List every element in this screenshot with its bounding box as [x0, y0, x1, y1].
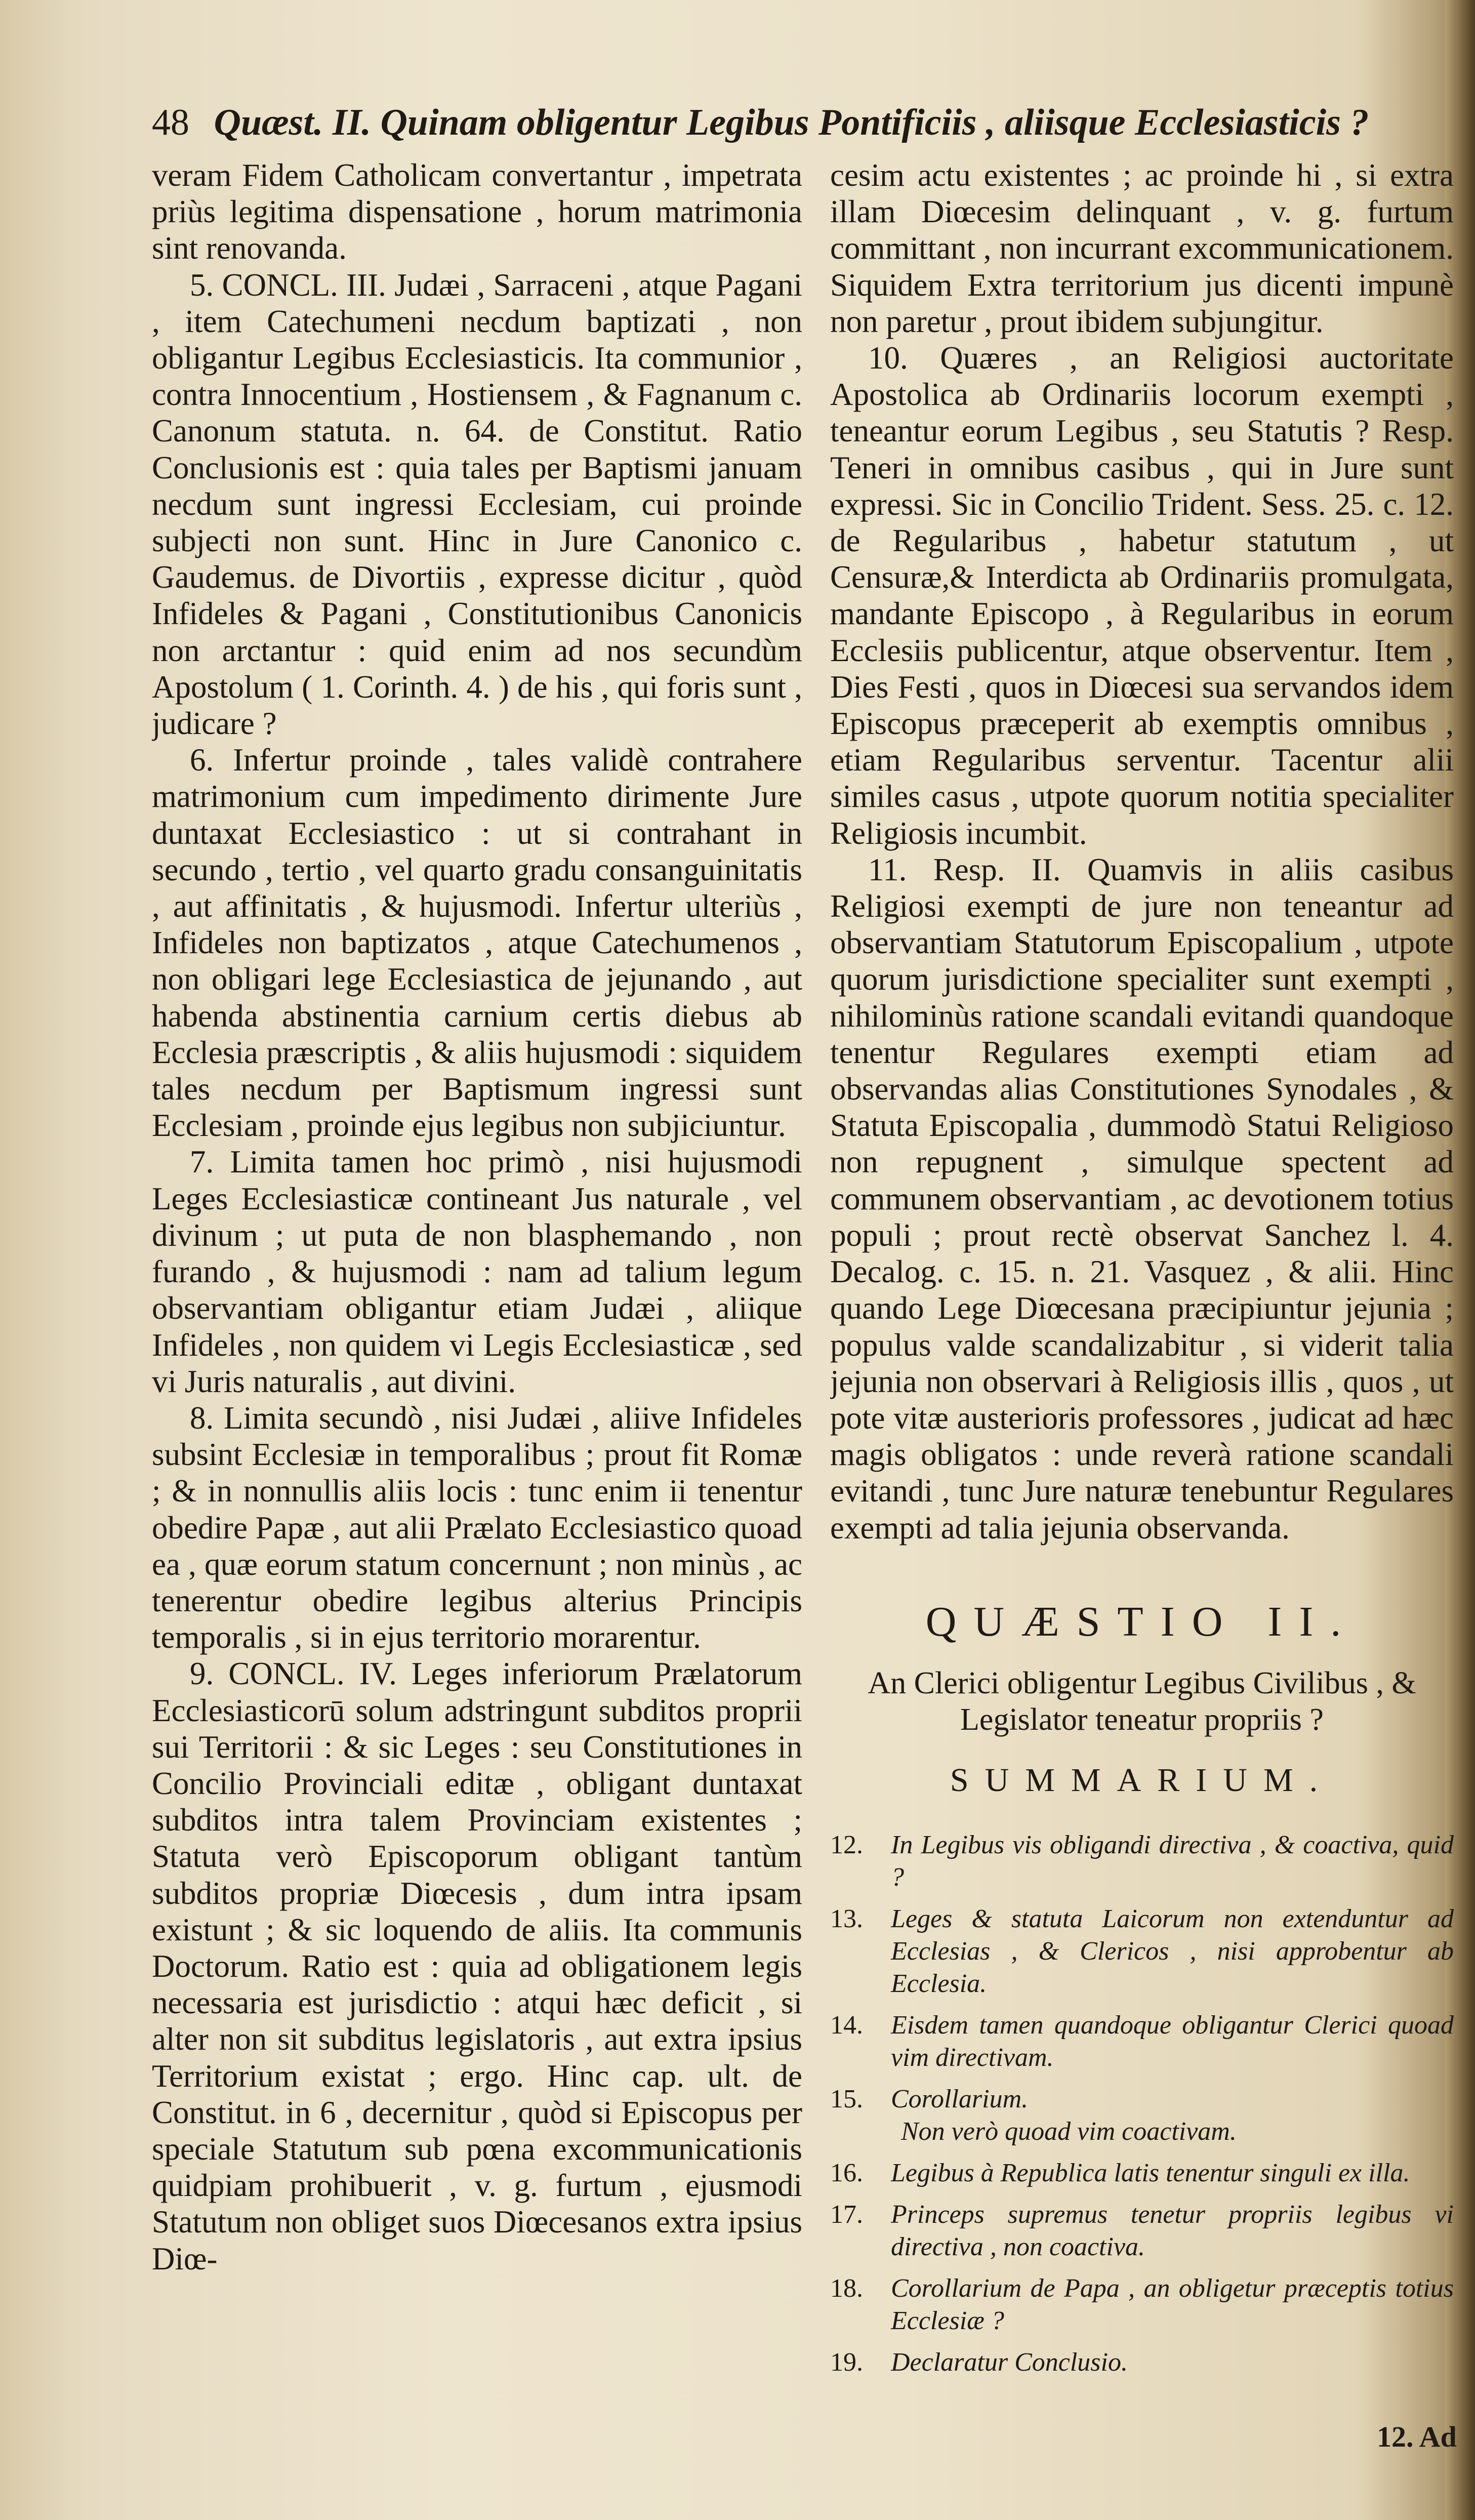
summary-text: Corollarium. — [891, 2084, 1029, 2113]
summary-text: In Legibus vis obligandi directiva , & coactiva, quid ? — [891, 1830, 1454, 1892]
paragraph-continuation-right: cesim actu existentes ; ac proinde hi , si extra illam Diœcesim delinquant , v. g. furtum committant , non incurrant excommunicationem. Siquidem Extra territorium jus dicenti impunè non paretur , prout ibidem subjungitur. — [830, 157, 1454, 339]
summary-item — [830, 2083, 1454, 2148]
summary-item — [830, 2199, 1454, 2263]
summary-list — [830, 1829, 1454, 2379]
quaestio-title: QUÆSTIO II. — [925, 1598, 1359, 1645]
left-column — [152, 157, 802, 2455]
summary-text: Princeps supremus tenetur propriis legibus vi directiva , non coactiva. — [891, 2200, 1454, 2261]
summary-number: 18. — [830, 2273, 863, 2303]
summary-number: 14. — [830, 2010, 863, 2040]
summary-text: Leges & statuta Laicorum non extenduntur ad Ecclesias , & Clericos , nisi approbentur ab Ecclesia. — [891, 1904, 1454, 1998]
summary-text: Declaratur Conclusio. — [891, 2347, 1128, 2377]
summary-item — [830, 2157, 1454, 2189]
summary-number: 12. — [830, 1830, 863, 1859]
summary-subtext: Non verò quoad vim coactivam. — [901, 2117, 1237, 2146]
paragraph-6: 6. Infertur proinde , tales validè contrahere matrimonium cum impedimento dirimente Jure duntaxat Ecclesiastico : ut si contrahant in secundo , tertio , vel quarto gradu consanguinitatis , aut affinitatis , & hujusmodi. Infertur ulteriùs , Infideles non baptizatos , atque Catechumenos , non obligari lege Ecclesiastica de jejunando , aut habenda abstinentia carnium certis diebus ab Ecclesia præscriptis , & aliis hujusmodi : siquidem tales necdum per Baptismum ingressi sunt Ecclesiam , proinde ejus legibus non subjiciuntur. — [152, 742, 802, 1144]
summary-text: Corollarium de Papa , an obligetur præceptis totius Ecclesiæ ? — [891, 2273, 1454, 2335]
paragraph-7: 7. Limita tamen hoc primò , nisi hujusmodi Leges Ecclesiasticæ contineant Jus naturale , vel divinum ; ut puta de non blasphemando , non furando , & hujusmodi : nam ad talium legum observantiam obligantur etiam Judæi , aliique Infideles , non quidem vi Legis Ecclesiasticæ , sed vi Juris naturalis , aut divini. — [152, 1144, 802, 1399]
summary-heading: SUMMARIUM. — [950, 1761, 1334, 1799]
paragraph-10: 10. Quæres , an Religiosi auctoritate Apostolica ab Ordinariis locorum exempti , teneantur eorum Legibus , seu Statutis ? Resp. Teneri in omnibus casibus , qui in Jure sunt expressi. Sic in Concilio Trident. Sess. 25. c. 12. de Regularibus , habetur statutum , ut Censuræ,& Interdicta ab Ordinariis promulgata, mandante Episcopo , à Regularibus in eorum Ecclesiis publicentur, atque observentur. Item , Dies Festi , quos in Diœcesi sua servandos idem Episcopus præceperit ab exemptis omnibus , etiam Regularibus serventur. Tacentur alii similes casus , utpote quorum notitia specialiter Religiosis incumbit. — [830, 340, 1454, 851]
summary-text: Legibus à Republica latis tenentur singuli ex illa. — [891, 2158, 1410, 2187]
summary-item — [830, 1903, 1454, 2000]
summary-number: 17. — [830, 2200, 863, 2229]
paragraph-continuation: veram Fidem Catholicam convertantur , impetrata priùs legitima dispensatione , horum matrimonia sint renovanda. — [152, 157, 802, 266]
summary-number: 15. — [830, 2084, 863, 2113]
paragraph-9: 9. CONCL. IV. Leges inferiorum Prælatorum Ecclesiasticorū solum adstringunt subditos proprii sui Territorii : & sic Leges : seu Constitutiones in Concilio Provinciali editæ , obligant duntaxat subditos intra talem Provinciam existentes ; Statuta verò Episcoporum obligant tantùm subditos propriæ Diœcesis , dum intra ipsam existunt ; & sic loquendo de aliis. Ita communis Doctorum. Ratio est : quia ad obligationem legis necessaria est jurisdictio : atqui hæc deficit , si alter non sit subditus legislatoris , aut extra ipsius Territorium existat ; ergo. Hinc cap. ult. de Constitut. in 6 , decernitur , quòd si Episcopus per speciale Statutum sub pœna excommunicationis quidpiam prohibuerit , v. g. furtum , ejusmodi Statutum non obliget suos Diœcesanos extra ipsius Diœ- — [152, 1656, 802, 2277]
summary-text-wrap — [891, 2083, 1454, 2148]
summary-item — [830, 2346, 1454, 2379]
summary-number: 13. — [830, 1904, 863, 1933]
summary-item — [830, 2272, 1454, 2337]
summary-text: Eisdem tamen quandoque obligantur Clerici quoad vim directivam. — [891, 2010, 1454, 2072]
page-number: 48 — [152, 102, 189, 143]
summary-number: 16. — [830, 2158, 863, 2187]
summary-item — [830, 1829, 1454, 1894]
summary-item — [830, 2009, 1454, 2074]
right-column — [830, 157, 1454, 2455]
paragraph-8: 8. Limita secundò , nisi Judæi , aliive Infideles subsint Ecclesiæ in temporalibus ; prout fit Romæ ; & in nonnullis aliis locis : tunc enim ii tenentur obedire Papæ , aut alii Prælato Ecclesiastico quoad ea , quæ eorum statum concernunt ; non minùs , ac tenerentur obedire legibus alterius Principis temporalis , si in ejus territorio morarentur. — [152, 1400, 802, 1655]
quaestio-subtitle: An Clerici obligentur Legibus Civilibus , & Legislator teneatur propriis ? — [868, 1665, 1416, 1737]
catchword: 12. Ad — [1377, 2420, 1457, 2453]
running-header — [152, 101, 1448, 162]
running-title: Quæst. II. Quinam obligentur Legibus Pontificiis , aliisque Ecclesiasticis ? — [214, 102, 1369, 143]
paragraph-11: 11. Resp. II. Quamvis in aliis casibus Religiosi exempti de jure non teneantur ad observantiam Statutorum Episcopalium , utpote quorum jurisdictione specialiter sunt exempti , nihilominùs ratione scandali evitandi quandoque tenentur Regulares exempti etiam ad observandas alias Constitutiones Synodales , & Statuta Episcopalia , dummodò Statui Religioso non repugnent , simulque spectent ad communem observantiam , ac devotionem totius populi ; prout rectè observat Sanchez l. 4. Decalog. c. 15. n. 21. Vasquez , & alii. Hinc quando Lege Diœcesana præcipiuntur jejunia ; populus valde scandalizabitur , si viderit talia jejunia non observari à Religiosis illis , quos , ut pote vitæ austerioris professores , judicat ad hæc magis obligatos : unde reverà ratione scandali evitandi , tunc Jure naturæ tenebuntur Regulares exempti ad talia jejunia observanda. — [830, 851, 1454, 1546]
paragraph-5: 5. CONCL. III. Judæi , Sarraceni , atque Pagani , item Catechumeni necdum baptizati , non obligantur Legibus Ecclesiasticis. Ita communior , contra Innocentium , Hostiensem , & Fagnanum c. Canonum statuta. n. 64. de Constitut. Ratio Conclusionis est : quia tales per Baptismi januam necdum sunt ingressi Ecclesiam, cui proinde subjecti non sunt. Hinc in Jure Canonico c. Gaudemus. de Divortiis , expresse dicitur , quòd Infideles & Pagani , Constitutionibus Canonicis non arctantur : quid enim ad nos secundùm Apostolum ( 1. Corinth. 4. ) de his , qui foris sunt , judicare ? — [152, 267, 802, 742]
summary-number: 19. — [830, 2347, 863, 2377]
